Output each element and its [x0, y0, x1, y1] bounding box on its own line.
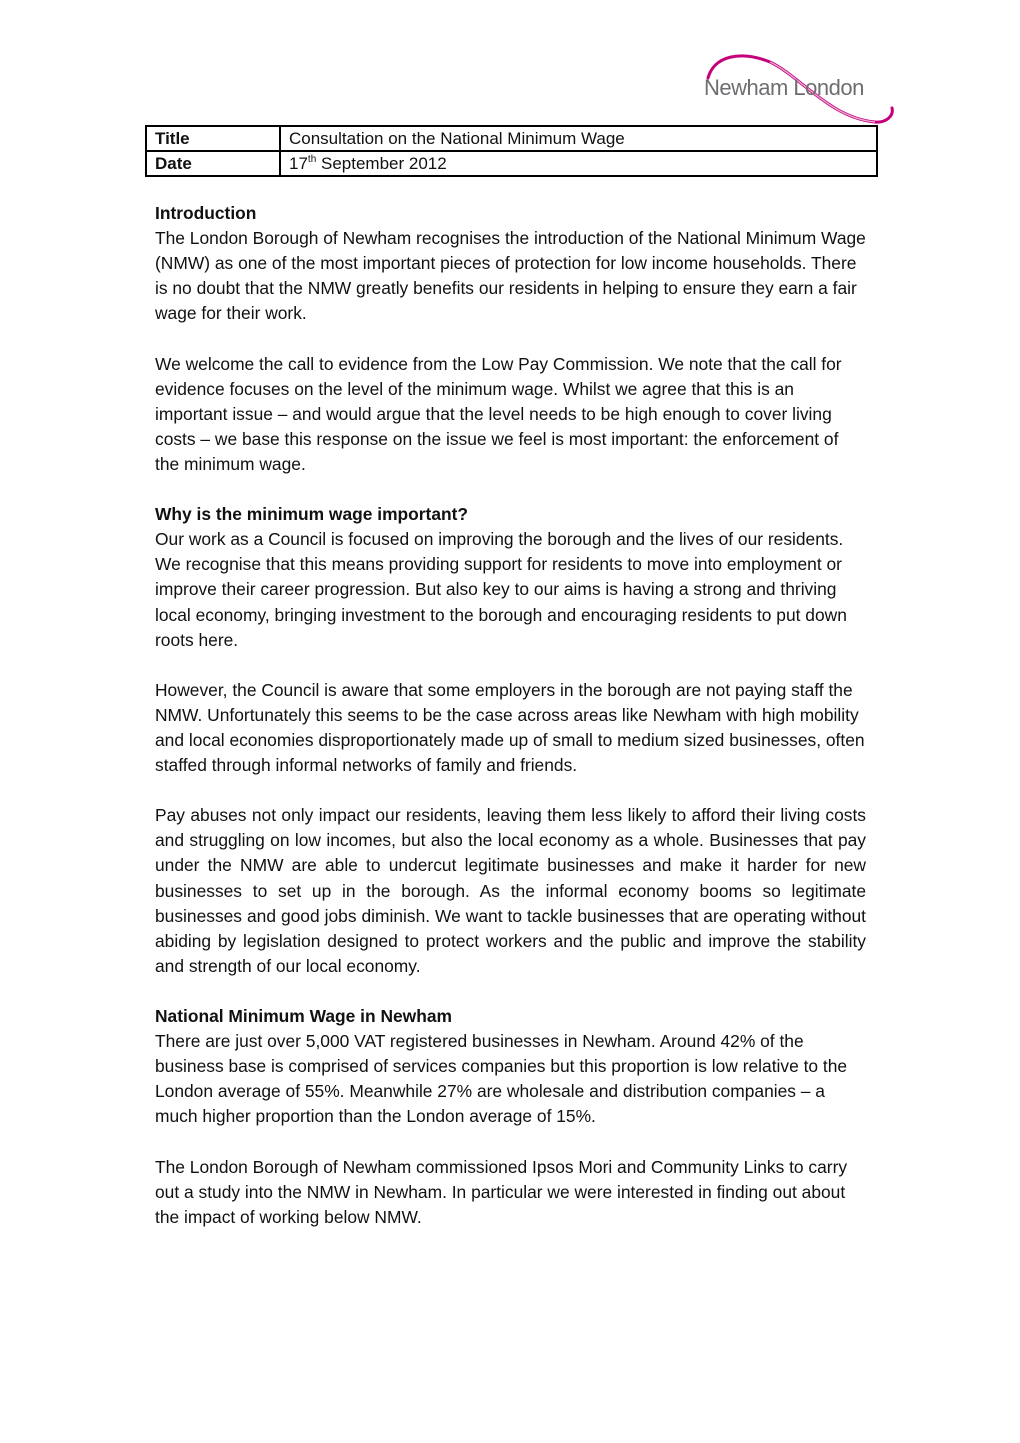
paragraph: However, the Council is aware that some employers in the borough are not paying staff the NMW. Unfortunately this seems to be the case across areas like Newham with high mobility and local economies disproportionately made up of small to medium sized businesses, often staffed through informal networks of family and friends.	[155, 679, 865, 776]
paragraph: We welcome the call to evidence from the Low Pay Commission. We note that the call for evidence focuses on the level of the minimum wage. Whilst we agree that this is an important issue – and would argue that the level needs to be high enough to cover living costs – we base this response on the issue we feel is most important: the enforcement of the minimum wage.	[155, 353, 842, 474]
section-heading: Why is the minimum wage important?	[155, 504, 469, 525]
document-body	[155, 201, 866, 1255]
table-row-date	[146, 151, 877, 176]
table-row-title	[146, 126, 877, 151]
date-value	[280, 151, 877, 176]
date-label: Date	[146, 151, 280, 176]
title-value: Consultation on the National Minimum Wage	[280, 126, 877, 151]
section-heading: National Minimum Wage in Newham	[155, 1006, 452, 1026]
logo-text: Newham London	[704, 75, 864, 100]
paragraph: There are just over 5,000 VAT registered businesses in Newham. Around 42% of the business base is comprised of services companies but this proportion is low relative to the London average of 55%. Meanwhile 27% are wholesale and distribution companies – a much higher proportion than the London average of 15%.	[155, 1031, 848, 1127]
section-heading: Introduction	[155, 203, 257, 223]
document-info-table	[145, 125, 878, 177]
paragraph: Pay abuses not only impact our residents, leaving them less likely to afford their living costs and struggling on low incomes, but also the local economy as a whole. Businesses that pay under the NMW are able to undercut legitimate businesses and make it harder for new businesses to set up in the borough. As the informal economy booms so legitimate businesses and good jobs diminish. We want to tackle businesses that are operating without abiding by legislation designed to protect workers and the public and improve the stability and strength of our local economy.	[155, 805, 866, 976]
title-label: Title	[146, 126, 280, 151]
newham-london-logo	[700, 48, 900, 128]
paragraph: The London Borough of Newham recognises the introduction of the National Minimum Wage (NMW) as one of the most important pieces of protection for low income households. There is no doubt that the NMW greatly benefits our residents in helping to ensure they earn a fair wage for their work.	[155, 228, 866, 324]
paragraph: Our work as a Council is focused on improving the borough and the lives of our residents. We recognise that this means providing support for residents to move into employment or improve their career progression. But also key to our aims is having a strong and thriving local economy, bringing investment to the borough and encouraging residents to put down roots here.	[155, 529, 847, 650]
section-introduction	[155, 201, 866, 477]
section-why-important	[155, 502, 866, 979]
date-day: 17	[289, 154, 308, 173]
date-ordinal-suffix: th	[307, 154, 317, 165]
paragraph: The London Borough of Newham commissioned Ipsos Mori and Community Links to carry out a study into the NMW in Newham. In particular we were interested in finding out about the impact of working below NMW.	[155, 1156, 848, 1227]
date-month-year: September 2012	[316, 154, 447, 173]
section-nmw-in-newham	[155, 1004, 866, 1230]
